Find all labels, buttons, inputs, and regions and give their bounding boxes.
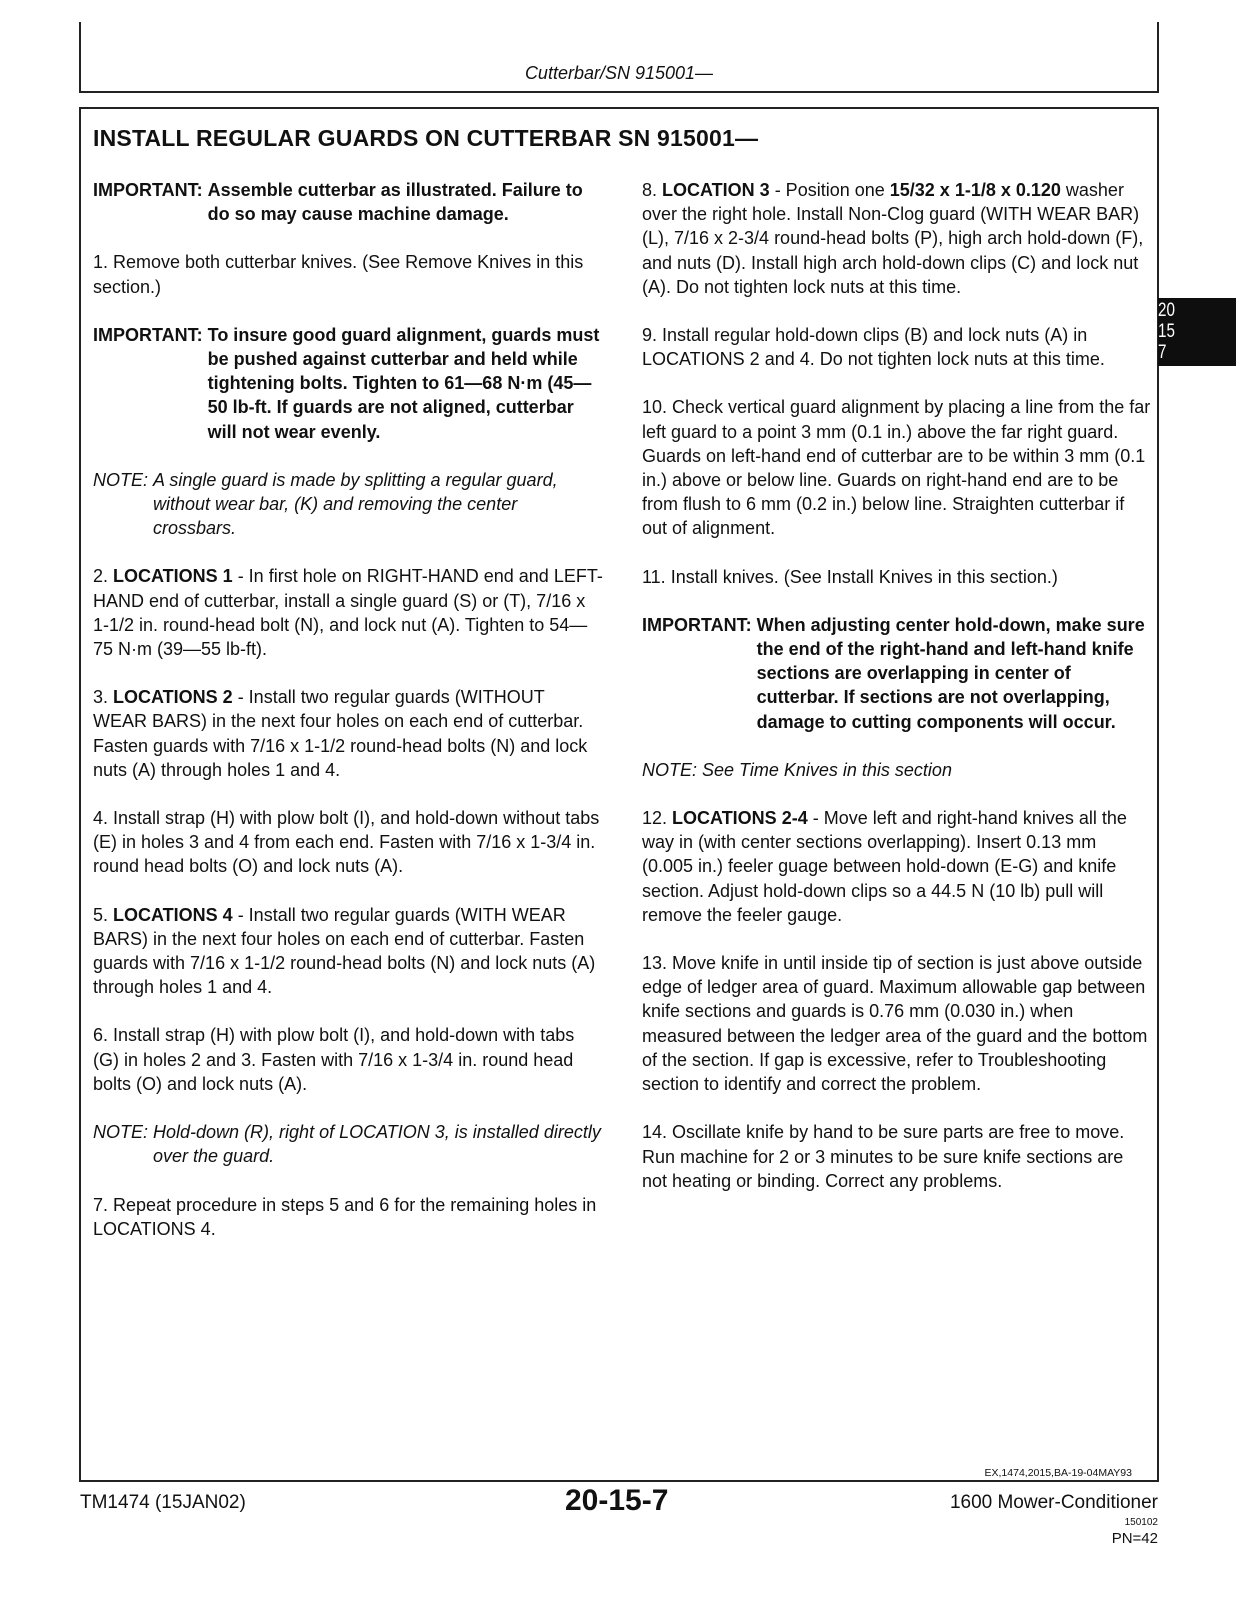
step-10: 10. Check vertical guard alignment by placing a line from the far left guard to a point 3 mm (0.1 in.) above the far right guard. Guards on left-hand end of cutterbar are to be within 3 mm (0.1 in.) above or below line. Guards on right-hand end are to be from flush to 6 mm (0.2 in.) below line. Straighten cutterbar if out of alignment. [642,397,1151,539]
note-text: Hold-down (R), right of LOCATION 3, is installed directly over the guard. [153,1122,601,1167]
step-6: 6. Install strap (H) with plow bolt (I), and hold-down with tabs (G) in holes 2 and 3. Fasten with 7/16 x 1-3/4 in. round head bolts (O) and lock nuts (A). [93,1025,575,1094]
important-text: To insure good guard alignment, guards must be pushed against cutterbar and held while tightening bolts. Tighten to 61—68 N·m (45—50 lb-ft. If guards are not aligned, cutterbar will not wear evenly. [207,324,600,442]
note-2 [93,1120,603,1168]
step-location: LOCATION 3 [662,180,770,200]
note-1 [93,468,603,541]
step-4: 4. Install strap (H) with plow bolt (I), and hold-down without tabs (E) in holes 3 and 4 from each end. Fasten with 7/16 x 1-3/4 in. round head bolts (O) and lock nuts (A). [93,808,600,877]
tab-group-number: 20 [1158,300,1175,321]
tab-page-number: 7 [1158,342,1167,363]
step-location: LOCATIONS 1 [113,566,233,587]
important-text: When adjusting center hold-down, make sure the end of the right-hand and left-hand knife sections are overlapping in center of cutterbar. If sections are not overlapping, damage to cutting components will occur. [756,614,1145,732]
step-2 [93,564,603,661]
washer-size: 15/32 x 1-1/8 x 0.120 [889,180,1061,200]
product-name: 1600 Mower-Conditioner [949,1492,1158,1513]
step-1: 1. Remove both cutterbar knives. (See Remove Knives in this section.) [93,252,584,297]
note-3: NOTE: See Time Knives in this section [642,759,952,780]
page-title: INSTALL REGULAR GUARDS ON CUTTERBAR SN 915001— [93,125,759,151]
box-left-rule [79,107,81,1481]
step-3 [93,685,603,782]
step-number: 5. [93,904,114,925]
step-number: 12. [642,808,673,829]
header-bottom-rule [79,91,1159,93]
step-location: LOCATIONS 2 [113,687,233,708]
note-label: NOTE: [93,1122,154,1143]
page-number: 20-15-7 [565,1484,669,1517]
manual-number: TM1474 (15JAN02) [80,1492,246,1513]
step-9: 9. Install regular hold-down clips (B) and lock nuts (A) in LOCATIONS 2 and 4. Do not tighten lock nuts at this time. [642,325,1105,370]
important-notice-1 [93,178,603,226]
important-text: Assemble cutterbar as illustrated. Failure to do so may cause machine damage. [207,180,583,225]
step-location: LOCATIONS 4 [113,904,233,925]
box-bottom-rule [79,1480,1159,1482]
important-notice-2 [93,323,603,444]
step-14: 14. Oscillate knife by hand to be sure parts are free to move. Run machine for 2 or 3 minutes to be sure knife sections are not heating or binding. Correct any problems. [642,1122,1125,1191]
section-header: Cutterbar/SN 915001— [524,63,714,83]
important-label: IMPORTANT: [93,180,208,200]
figure-reference: EX,1474,2015,BA-19-04MAY93 [984,1467,1132,1479]
important-notice-3 [642,613,1152,734]
important-label: IMPORTANT: [93,324,208,345]
footer-code: 150102 [1124,1517,1158,1528]
step-number: 8. [642,180,663,200]
step-text: - Install two regular guards (WITHOUT WEAR BARS) in the next four holes on each end of cutterbar. Fasten guards with 7/16 x 1-1/2 round-head bolts (N) and lock nuts (A) through holes 1 and 4. [93,687,588,780]
step-text: - Move left and right-hand knives all the way in (with center sections overlapping). Insert 0.13 mm (0.005 in.) feeler guage between hold-down (E-G) and knife section. Adjust hold-down clips so a 44.5 N (10 lb) pull will remove the feeler gauge. [642,808,1127,925]
step-11: 11. Install knives. (See Install Knives in this section.) [642,566,1058,587]
box-top-rule [79,107,1159,109]
note-label: NOTE: [93,469,154,490]
step-text: - Position one [769,180,890,200]
step-text: - In first hole on RIGHT-HAND end and LEFT-HAND end of cutterbar, install a single guard (S) or (T), 7/16 x 1-1/2 in. round-head bolt (N), and lock nut (A). Tighten to 54—75 N·m (39—55 lb-ft). [93,566,603,660]
step-7: 7. Repeat procedure in steps 5 and 6 for the remaining holes in LOCATIONS 4. [93,1194,597,1239]
note-text: A single guard is made by splitting a regular guard, without wear bar, (K) and removing the center crossbars. [153,469,558,539]
step-5 [93,903,603,1000]
page-serial: PN=42 [1111,1530,1158,1547]
tab-section-number: 15 [1158,321,1175,342]
step-8 [642,178,1152,299]
step-number: 2. [93,566,114,587]
step-text: washer over the right hole. Install Non-Clog guard (WITH WEAR BAR) (L), 7/16 x 2-3/4 round-head bolts (P), high arch hold-down (F), and nuts (D). Install high arch hold-down clips (C) and lock nut (A). Do not tighten lock nuts at this time. [642,180,1144,297]
step-location: LOCATIONS 2-4 [672,808,808,829]
step-number: 3. [93,687,114,708]
important-label: IMPORTANT: [642,614,757,635]
step-12 [642,806,1152,927]
section-thumb-tab [1158,298,1236,366]
right-column [642,178,1152,1217]
step-13: 13. Move knife in until inside tip of section is just above outside edge of ledger area of guard. Maximum allowable gap between knife sections and guards is 0.76 mm (0.030 in.) when measured between the ledger area of the guard and the bottom of the section. If gap is excessive, refer to Troubleshooting section to identify and correct the problem. [642,953,1148,1095]
step-text: - Install two regular guards (WITH WEAR BARS) in the next four holes on each end of cutterbar. Fasten guards with 7/16 x 1-1/2 round-head bolts (N) and lock nuts (A) through holes 1 and 4. [93,904,596,998]
left-column [93,178,603,1265]
